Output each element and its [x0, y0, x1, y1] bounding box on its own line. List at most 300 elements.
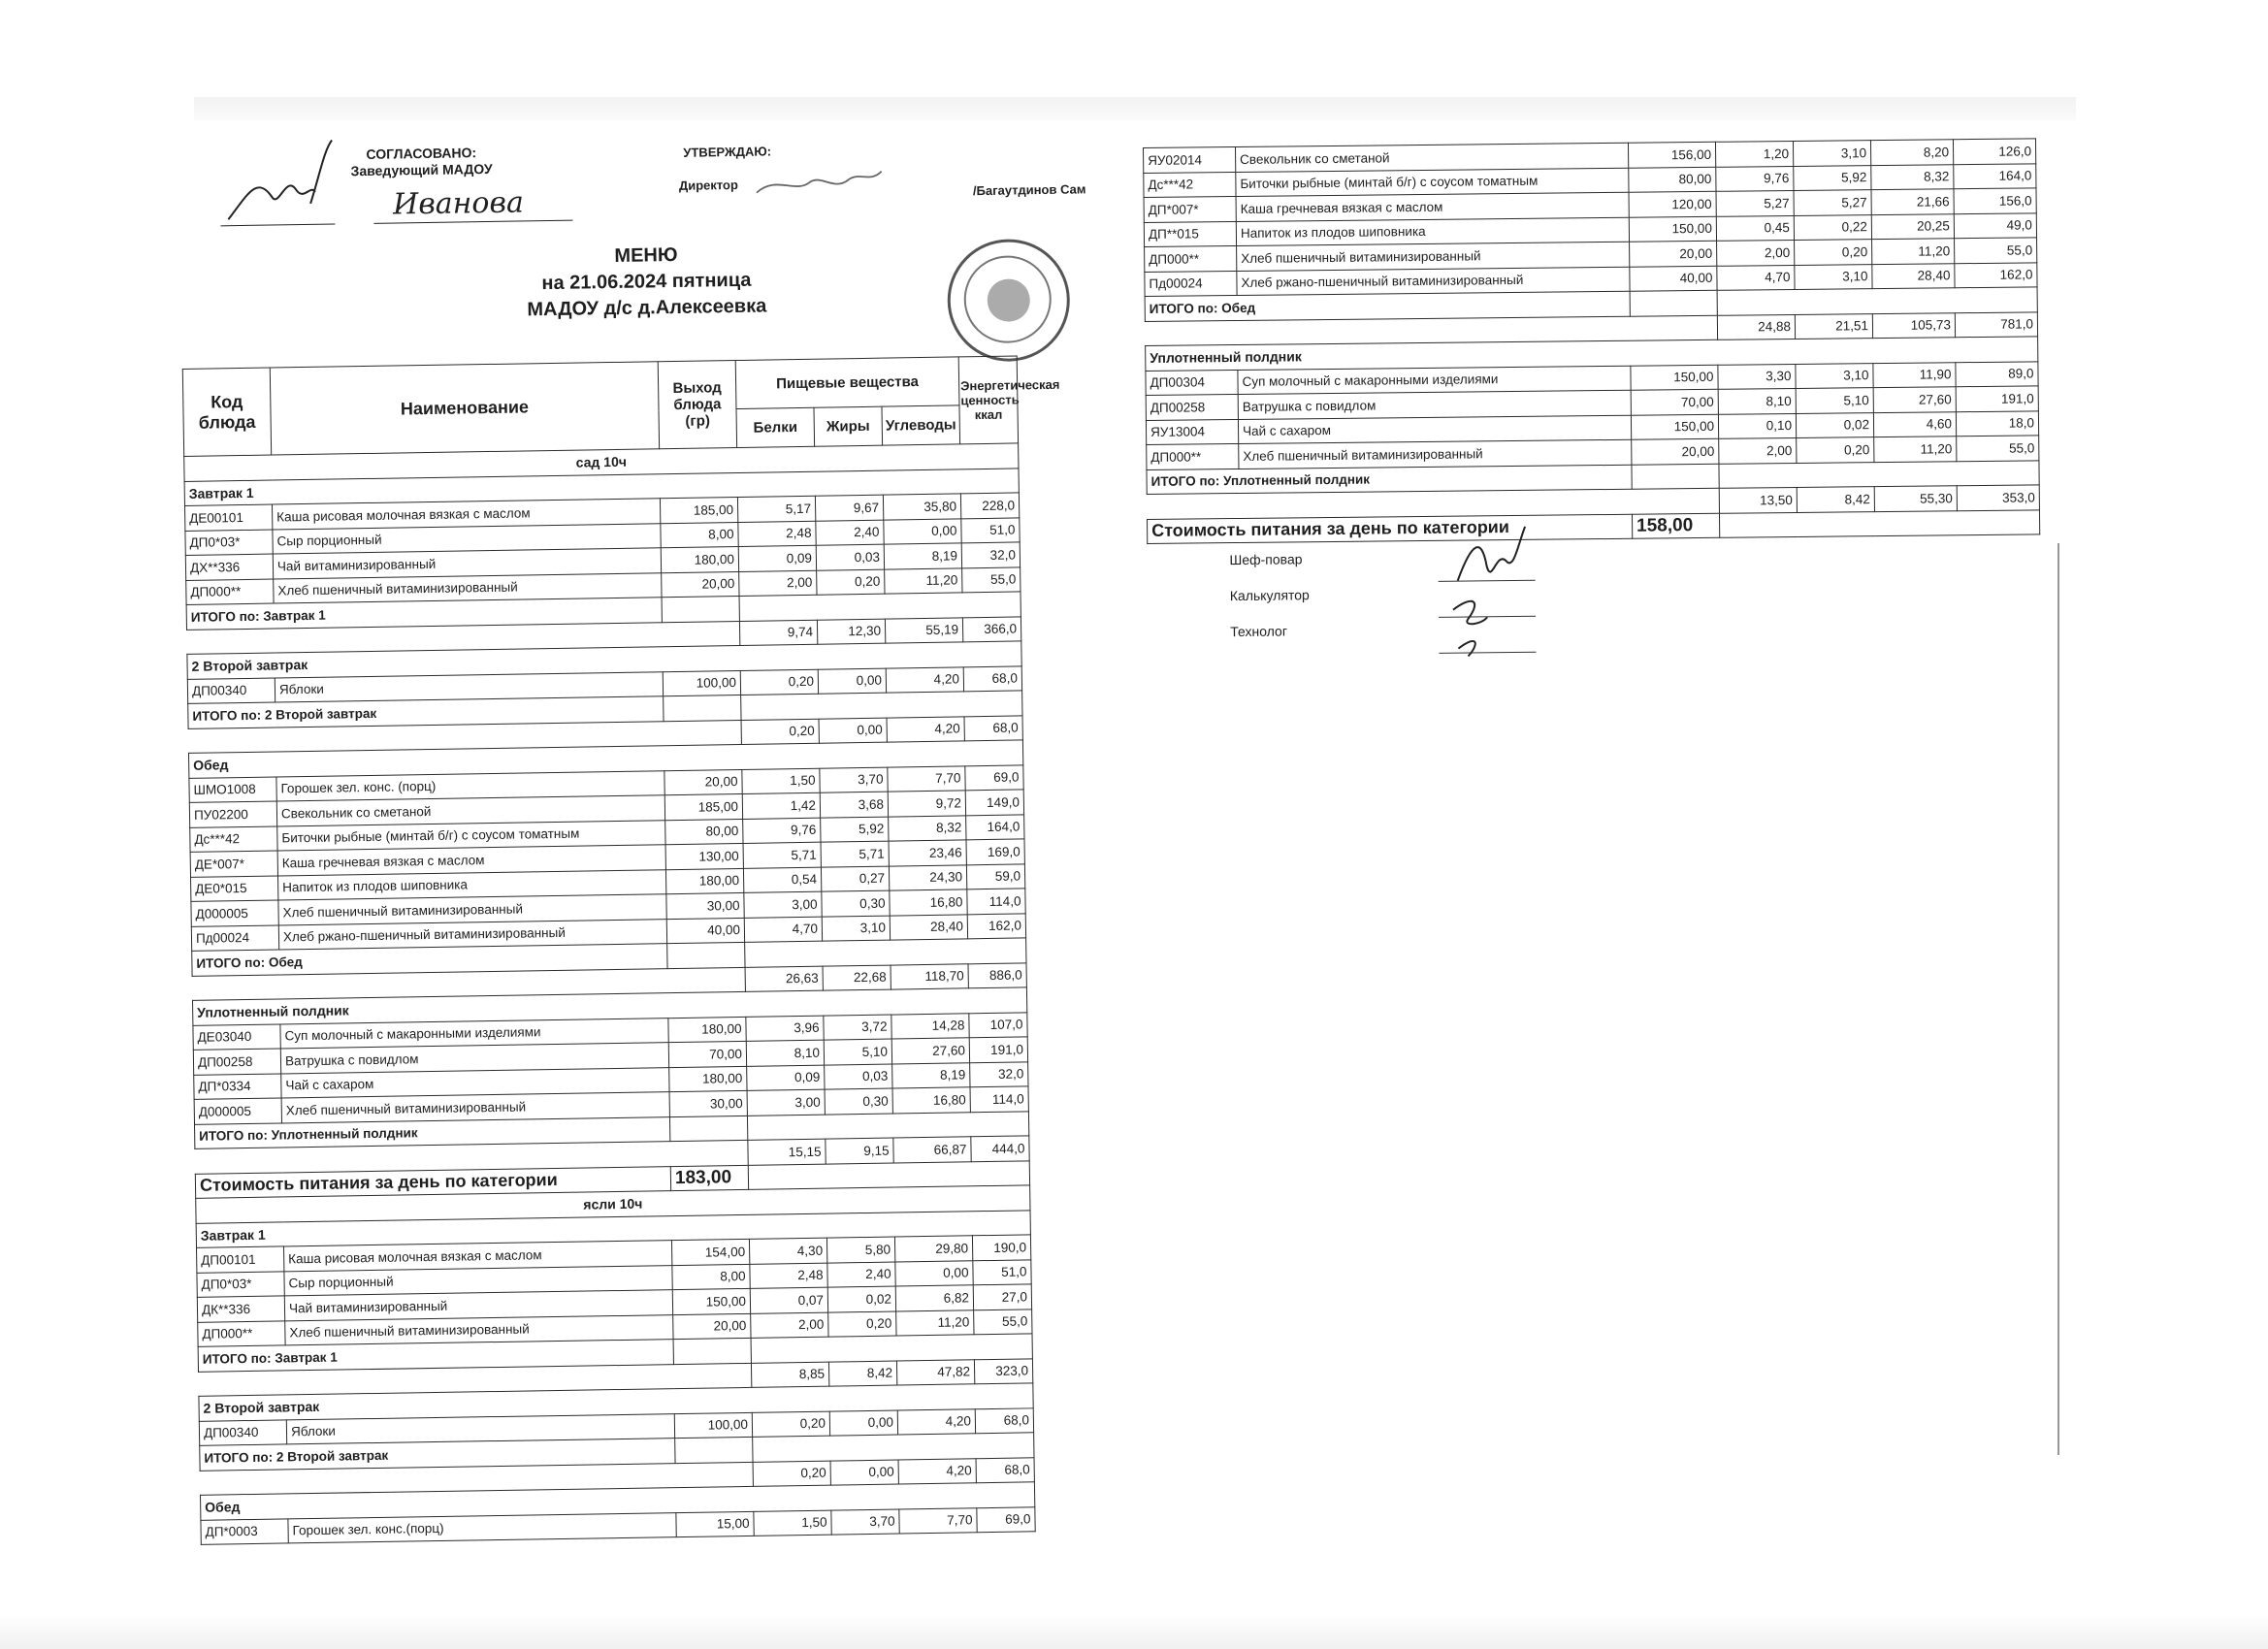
- total-yield-empty: [675, 1437, 753, 1463]
- total-energy: 68,0: [964, 715, 1022, 740]
- protein-value: 3,30: [1718, 364, 1796, 389]
- protein-value: 1,50: [754, 1510, 831, 1536]
- energy-value: 69,0: [977, 1506, 1035, 1532]
- total-yield-empty: [1630, 290, 1717, 315]
- dish-name: Хлеб пшеничный витаминизированный: [274, 572, 662, 603]
- staff-block: [1229, 551, 1310, 660]
- fat-value: 3,72: [824, 1015, 891, 1041]
- header-name: Наименование: [270, 362, 659, 455]
- dish-code: Пд00024: [1145, 271, 1237, 296]
- energy-value: 55,0: [962, 566, 1021, 592]
- dish-yield: 30,00: [666, 892, 744, 919]
- dish-name: Биточки рыбные (минтай б/г) с соусом томатным: [277, 820, 665, 851]
- dish-code: ДП00258: [193, 1049, 280, 1075]
- fat-value: 9,67: [815, 495, 883, 521]
- dish-code: ДП**015: [1144, 221, 1236, 246]
- total-protein: 24,88: [1717, 314, 1795, 340]
- dish-code: Дс***42: [1144, 172, 1236, 197]
- total-label: ИТОГО по: Завтрак 1: [198, 1340, 673, 1372]
- fat-value: 0,20: [1797, 437, 1874, 463]
- protein-value: 0,54: [743, 867, 821, 893]
- total-fat: 22,68: [823, 965, 891, 991]
- dish-code: ЯУ13004: [1146, 419, 1238, 444]
- menu-title-block: [423, 240, 870, 325]
- header-yield: Выход блюда (гр): [658, 361, 736, 449]
- section-label: 2 Второй завтрак: [199, 1383, 1033, 1421]
- carbs-value: 11,20: [1874, 436, 1957, 462]
- carbs-value: 4,60: [1873, 411, 1956, 436]
- dish-name: Сыр порционный: [273, 523, 661, 554]
- energy-value: 126,0: [1953, 139, 2035, 164]
- fat-value: 3,10: [1793, 141, 1870, 166]
- section-label: 2 Второй завтрак: [187, 641, 1021, 679]
- approved-title: СОГЛАСОВАНО:: [366, 145, 477, 162]
- section-label: Обед: [188, 740, 1022, 778]
- carbs-value: 35,80: [883, 494, 960, 520]
- fat-value: 0,03: [816, 544, 884, 570]
- protein-value: 0,09: [747, 1065, 825, 1091]
- fat-value: 3,70: [820, 767, 888, 793]
- energy-value: 68,0: [963, 665, 1021, 691]
- protein-value: 3,00: [744, 891, 822, 918]
- dish-yield: 154,00: [671, 1239, 749, 1265]
- official-stamp: [947, 239, 1071, 363]
- protein-value: 0,45: [1716, 215, 1794, 241]
- fat-value: 5,27: [1794, 190, 1871, 215]
- menu-table-right: [1143, 138, 2040, 544]
- dish-code: Пд00024: [191, 924, 278, 951]
- protein-value: 2,48: [750, 1263, 827, 1289]
- carbs-value: 11,90: [1873, 362, 1956, 387]
- section-label: Уплотненный полдник: [193, 987, 1027, 1025]
- dish-yield: 20,00: [673, 1313, 751, 1340]
- carbs-value: 28,40: [890, 914, 967, 940]
- dish-name: Чай с сахаром: [281, 1067, 669, 1098]
- cost-value: 158,00: [1632, 513, 1719, 538]
- total-label: ИТОГО по: Обед: [192, 944, 667, 976]
- dish-code: Д000005: [194, 1098, 281, 1124]
- carbs-value: 16,80: [890, 889, 967, 916]
- dish-name: Чай витаминизированный: [284, 1290, 672, 1321]
- energy-value: 164,0: [1954, 163, 2036, 188]
- cost-label: Стоимость питания за день по категории: [195, 1166, 670, 1198]
- dish-yield: 15,00: [676, 1511, 754, 1537]
- dish-name: Хлеб ржано-пшеничный витаминизированный: [278, 919, 666, 950]
- dish-name: Хлеб пшеничный витаминизированный: [281, 1092, 669, 1123]
- carbs-value: 27,60: [891, 1038, 969, 1064]
- total-fat: 0,00: [830, 1460, 898, 1486]
- head-name-signature: [385, 175, 570, 226]
- fat-value: 3,70: [831, 1509, 899, 1536]
- total-empty: [1719, 460, 2039, 488]
- fat-value: 0,20: [817, 569, 885, 596]
- dish-yield: 20,00: [1630, 241, 1717, 266]
- total-protein: 13,50: [1719, 487, 1797, 512]
- dish-yield: 180,00: [668, 1017, 746, 1043]
- fat-value: 0,02: [1796, 412, 1873, 437]
- energy-value: 191,0: [969, 1037, 1027, 1062]
- scan-fold-line: [2057, 543, 2059, 1455]
- table-body-right: [1144, 139, 2040, 544]
- dish-yield: 100,00: [674, 1412, 752, 1439]
- carbs-value: 28,40: [1872, 263, 1955, 288]
- scan-shadow-top: [194, 97, 2076, 120]
- carbs-value: 14,28: [891, 1013, 969, 1039]
- fat-value: 2,40: [816, 520, 884, 546]
- handwritten-name: Иванова: [392, 185, 525, 222]
- total-yield-empty: [664, 695, 741, 721]
- energy-value: 114,0: [970, 1086, 1028, 1112]
- table-body-left: [184, 443, 1036, 1544]
- total-label: ИТОГО по: Обед: [1145, 291, 1630, 321]
- carbs-value: 6,82: [895, 1285, 973, 1311]
- section-label: Завтрак 1: [196, 1210, 1030, 1247]
- carbs-value: 11,20: [1872, 239, 1955, 264]
- dish-yield: 20,00: [664, 769, 742, 795]
- dish-code: ДЕ03040: [193, 1023, 280, 1050]
- table-header: [182, 356, 1060, 456]
- fat-value: 0,20: [828, 1311, 896, 1338]
- protein-value: 0,07: [750, 1287, 827, 1313]
- energy-value: 169,0: [966, 839, 1024, 864]
- energy-value: 49,0: [1954, 212, 2036, 238]
- dish-code: ДЕ0*015: [191, 875, 278, 901]
- protein-value: 3,00: [747, 1089, 825, 1116]
- dish-yield: 40,00: [1630, 266, 1717, 291]
- dish-yield: 180,00: [665, 868, 743, 894]
- protein-value: 9,76: [743, 818, 821, 844]
- energy-value: 162,0: [1955, 262, 2037, 287]
- protein-value: 9,76: [1716, 166, 1794, 191]
- chef-label: Шеф-повар: [1229, 551, 1303, 568]
- dish-code: ДХ**336: [185, 554, 273, 580]
- total-energy: 353,0: [1957, 485, 2039, 510]
- protein-value: 4,70: [744, 917, 822, 943]
- staff-signature: [1438, 522, 1555, 659]
- total-yield-empty: [1632, 464, 1719, 489]
- dish-yield: 180,00: [661, 546, 738, 572]
- fat-value: 0,30: [822, 890, 890, 917]
- carbs-value: 27,60: [1873, 387, 1956, 412]
- energy-value: 18,0: [1956, 410, 2038, 436]
- energy-value: 156,0: [1954, 188, 2036, 213]
- dish-yield: 120,00: [1629, 191, 1716, 216]
- technologist-label: Технолог: [1230, 623, 1287, 640]
- protein-value: 1,50: [742, 768, 820, 794]
- cost-label: Стоимость питания за день по категории: [1148, 514, 1633, 544]
- protein-value: 0,10: [1718, 413, 1796, 438]
- head-signature: [217, 135, 344, 229]
- protein-value: 8,10: [1718, 388, 1796, 413]
- protein-value: 1,20: [1715, 141, 1793, 166]
- protein-value: 3,96: [746, 1016, 824, 1042]
- carbs-value: 8,20: [1870, 140, 1953, 165]
- dish-name: Суп молочный с макаронными изделиями: [280, 1018, 668, 1049]
- category-label: сад 10ч: [184, 443, 1019, 481]
- total-fat: 0,00: [819, 718, 887, 744]
- carbs-value: 20,25: [1871, 213, 1954, 239]
- total-label: ИТОГО по: Завтрак 1: [186, 598, 662, 630]
- dish-yield: 150,00: [672, 1288, 750, 1314]
- fat-value: 2,40: [827, 1262, 895, 1288]
- total-carbs: 4,20: [887, 716, 964, 742]
- dish-code: ДП0*03*: [185, 530, 273, 556]
- carbs-value: 29,80: [894, 1236, 972, 1262]
- carbs-value: 16,80: [892, 1087, 970, 1114]
- dish-name: Каша гречневая вязкая с маслом: [277, 845, 665, 876]
- dish-code: ДП000**: [186, 579, 274, 605]
- dish-name: Хлеб пшеничный витаминизированный: [1237, 242, 1630, 271]
- dish-code: ДП*0003: [201, 1518, 288, 1544]
- total-label: ИТОГО по: 2 Второй завтрак: [200, 1439, 675, 1471]
- dish-code: Д000005: [191, 900, 278, 926]
- dish-yield: 130,00: [665, 843, 743, 869]
- header-nutrients: Пищевые вещества: [735, 357, 959, 409]
- energy-value: 164,0: [966, 814, 1024, 839]
- approve-title: УТВЕРЖДАЮ:: [683, 144, 772, 160]
- header-protein: Белки: [736, 407, 815, 447]
- dish-name: Хлеб пшеничный витаминизированный: [278, 894, 666, 925]
- fat-value: 5,80: [826, 1237, 894, 1263]
- fat-value: 3,10: [1796, 363, 1873, 388]
- menu-table-left: [182, 355, 1060, 1544]
- carbs-value: 24,30: [889, 864, 966, 890]
- total-energy: 444,0: [971, 1136, 1029, 1161]
- dish-code: ДП00340: [199, 1419, 286, 1445]
- fat-value: 0,22: [1794, 214, 1871, 240]
- dish-name: Свекольник со сметаной: [1236, 143, 1629, 172]
- fat-value: 3,68: [820, 792, 888, 818]
- total-fat: 9,15: [826, 1138, 893, 1164]
- fat-value: 5,10: [1796, 388, 1873, 413]
- fat-value: 0,02: [827, 1286, 895, 1312]
- dish-name: Биточки рыбные (минтай б/г) с соусом томатным: [1236, 168, 1629, 197]
- fat-value: 0,27: [821, 866, 889, 892]
- total-protein: 0,20: [753, 1461, 830, 1487]
- carbs-value: 7,70: [899, 1507, 977, 1534]
- dish-code: ДП000**: [1147, 443, 1239, 469]
- dish-yield: 70,00: [1631, 389, 1718, 414]
- dish-code: Дс***42: [190, 825, 277, 852]
- total-yield-empty: [662, 596, 739, 622]
- section-label: Завтрак 1: [184, 468, 1019, 505]
- cost-empty: [1719, 509, 2039, 537]
- total-protein: 26,63: [745, 966, 823, 992]
- carbs-value: 11,20: [885, 567, 962, 594]
- fat-value: 0,00: [818, 668, 886, 695]
- dish-yield: 150,00: [1631, 414, 1718, 439]
- dish-code: ДК**336: [197, 1296, 284, 1322]
- energy-value: 55,0: [1955, 238, 2037, 263]
- total-label: ИТОГО по: Уплотненный полдник: [1147, 465, 1632, 495]
- total-fat: 12,30: [817, 619, 885, 645]
- protein-value: 8,10: [746, 1040, 824, 1066]
- total-empty: [1717, 287, 2037, 315]
- dish-code: ЯУ02014: [1144, 146, 1236, 172]
- header-code: Код блюда: [182, 368, 271, 456]
- total-carbs: 118,70: [891, 963, 968, 989]
- dish-name: Суп молочный с макаронными изделиями: [1238, 366, 1631, 395]
- dish-code: ДП00304: [1146, 370, 1238, 395]
- protein-value: 0,20: [752, 1411, 829, 1438]
- dish-code: ДЕ00101: [184, 504, 272, 531]
- energy-value: 32,0: [961, 542, 1020, 567]
- dish-name: Ватрушка с повидлом: [1238, 390, 1631, 419]
- dish-name: Хлеб пшеничный витаминизированный: [1239, 439, 1632, 469]
- dish-yield: 20,00: [1632, 438, 1719, 464]
- protein-value: 2,00: [751, 1312, 828, 1339]
- total-energy: 886,0: [968, 962, 1026, 987]
- fat-value: 5,92: [821, 817, 889, 843]
- fat-value: 0,30: [825, 1088, 892, 1115]
- protein-value: 5,71: [743, 842, 821, 868]
- energy-value: 114,0: [967, 889, 1025, 914]
- right-page: [1143, 138, 2045, 640]
- energy-value: 59,0: [966, 863, 1024, 889]
- energy-value: 191,0: [1956, 386, 2038, 411]
- total-label: ИТОГО по: Уплотненный полдник: [195, 1116, 670, 1148]
- dish-yield: 30,00: [669, 1090, 747, 1116]
- energy-value: 55,0: [1957, 436, 2039, 461]
- total-yield-empty: [669, 1116, 747, 1142]
- fat-value: 5,71: [821, 841, 889, 867]
- fat-value: 5,92: [1794, 165, 1871, 190]
- fat-value: 3,10: [1795, 264, 1872, 289]
- total-fat: 21,51: [1795, 313, 1872, 339]
- dish-name: Яблоки: [275, 671, 663, 702]
- total-carbs: 105,73: [1872, 312, 1955, 338]
- dish-yield: 150,00: [1631, 365, 1718, 390]
- total-fat: 8,42: [828, 1361, 896, 1387]
- total-protein: 9,74: [739, 620, 817, 646]
- total-energy: 323,0: [974, 1358, 1032, 1383]
- energy-value: 107,0: [969, 1012, 1027, 1037]
- carbs-value: 4,20: [886, 666, 963, 693]
- energy-value: 89,0: [1956, 361, 2038, 386]
- total-protein: 15,15: [748, 1139, 826, 1165]
- dish-name: Каша рисовая молочная вязкая с маслом: [272, 499, 660, 530]
- dish-code: ПУ02200: [189, 801, 276, 827]
- total-protein: 0,20: [741, 719, 819, 745]
- total-carbs: 66,87: [893, 1137, 971, 1163]
- fat-value: 0,03: [825, 1064, 892, 1090]
- carbs-value: 11,20: [896, 1310, 974, 1336]
- dish-yield: 156,00: [1628, 142, 1715, 167]
- dish-name: Чай витаминизированный: [273, 548, 661, 579]
- energy-value: 51,0: [961, 517, 1020, 542]
- energy-value: 55,0: [974, 1309, 1032, 1334]
- dish-code: ДП00258: [1146, 394, 1238, 419]
- dish-code: ДП000**: [1145, 245, 1237, 271]
- carbs-value: 0,00: [884, 518, 961, 544]
- cost-value: 183,00: [670, 1165, 748, 1191]
- approved-position: Заведующий МАДОУ: [350, 160, 493, 179]
- protein-value: 0,09: [738, 545, 816, 571]
- menu-date: на 21.06.2024 пятница: [541, 269, 752, 295]
- protein-value: 2,00: [739, 570, 817, 597]
- dish-name: Хлеб пшеничный витаминизированный: [285, 1314, 673, 1345]
- header-fat: Жиры: [814, 406, 883, 446]
- energy-value: 149,0: [965, 790, 1023, 815]
- dish-code: ДП00340: [187, 678, 275, 704]
- protein-value: 2,48: [738, 521, 816, 547]
- dish-name: Напиток из плодов шиповника: [277, 869, 665, 900]
- total-yield-empty: [673, 1338, 751, 1364]
- dish-code: ШМО1008: [189, 776, 276, 802]
- energy-value: 69,0: [965, 764, 1023, 790]
- dish-yield: 185,00: [664, 793, 742, 820]
- header-energy: Энергетическая ценность ккал: [958, 356, 1018, 444]
- total-yield-empty: [667, 942, 745, 968]
- protein-value: 4,30: [749, 1238, 826, 1264]
- dish-yield: 70,00: [668, 1041, 746, 1067]
- carbs-value: 8,19: [892, 1062, 970, 1088]
- carbs-value: 4,20: [897, 1408, 975, 1435]
- total-label: ИТОГО по: 2 Второй завтрак: [188, 696, 664, 728]
- dish-name: Свекольник со сметаной: [276, 795, 664, 826]
- energy-value: 32,0: [970, 1061, 1028, 1086]
- dish-name: Каша гречневая вязкая с маслом: [1236, 192, 1629, 221]
- energy-value: 68,0: [975, 1407, 1033, 1433]
- total-energy: 68,0: [976, 1457, 1034, 1482]
- carbs-value: 9,72: [888, 791, 965, 817]
- dish-code: ДП000**: [198, 1320, 285, 1346]
- dish-name: Горошек зел. конс. (порц): [276, 770, 664, 801]
- dish-code: ДП00101: [197, 1246, 284, 1273]
- carbs-value: 8,19: [884, 543, 961, 569]
- dish-yield: 20,00: [662, 571, 739, 598]
- carbs-value: 23,46: [889, 840, 966, 866]
- dish-yield: 80,00: [665, 819, 743, 845]
- dish-name: Сыр порционный: [284, 1265, 672, 1296]
- carbs-value: 21,66: [1871, 189, 1954, 214]
- total-fat: 8,42: [1797, 487, 1874, 512]
- carbs-value: 8,32: [1871, 164, 1954, 189]
- total-carbs: 55,30: [1874, 486, 1957, 511]
- energy-value: 27,0: [973, 1284, 1031, 1310]
- dish-name: Хлеб ржано-пшеничный витаминизированный: [1237, 267, 1630, 296]
- energy-value: 190,0: [972, 1235, 1030, 1260]
- carbs-value: 0,00: [895, 1260, 973, 1286]
- dish-yield: 40,00: [666, 918, 744, 944]
- fat-value: 3,10: [822, 916, 890, 942]
- director-signature: [752, 164, 889, 205]
- dish-yield: 150,00: [1629, 216, 1716, 242]
- dish-name: Чай с сахаром: [1238, 415, 1631, 444]
- total-protein: 8,85: [751, 1362, 828, 1388]
- dish-code: ДП*0334: [194, 1073, 281, 1099]
- dish-name: Напиток из плодов шиповника: [1236, 217, 1629, 246]
- dish-name: Ватрушка с повидлом: [280, 1043, 668, 1074]
- total-energy: 366,0: [962, 616, 1021, 641]
- dish-code: ДП0*03*: [197, 1271, 284, 1297]
- fat-value: 0,20: [1795, 240, 1872, 265]
- header-carbs: Углеводы: [882, 405, 960, 445]
- fat-value: 5,10: [824, 1039, 891, 1065]
- fat-value: 0,00: [829, 1410, 897, 1437]
- dish-code: ДЕ*007*: [190, 851, 277, 877]
- institution-name: МАДОУ д/с д.Алексеевка: [527, 295, 767, 321]
- protein-value: 2,00: [1719, 437, 1797, 463]
- director-name: /Багаутдинов Сам: [972, 181, 1086, 199]
- dish-yield: 185,00: [660, 497, 737, 523]
- section-label: Уплотненный полдник: [1146, 337, 2038, 371]
- dish-name: Каша рисовая молочная вязкая с маслом: [283, 1241, 671, 1272]
- protein-value: 5,17: [737, 496, 815, 522]
- carbs-value: 8,32: [889, 815, 966, 841]
- dish-yield: 80,00: [1629, 167, 1716, 192]
- dish-yield: 180,00: [669, 1066, 747, 1092]
